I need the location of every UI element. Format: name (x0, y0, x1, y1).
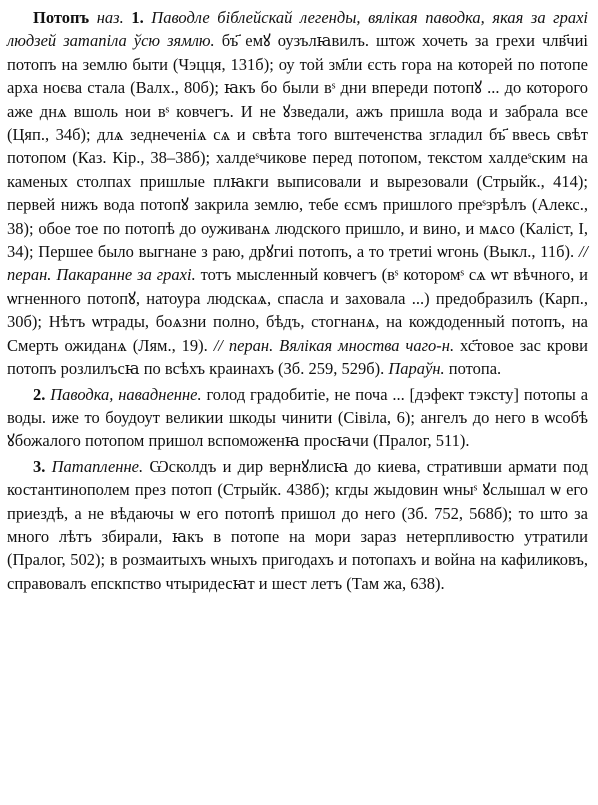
figurative-definition-2: Вялікая мноства чаго-н. (279, 335, 455, 355)
part-of-speech: наз. (96, 8, 124, 27)
compare-target: потопа. (448, 359, 502, 379)
sense-1 (7, 6, 588, 381)
sense-definition: Паводле біблейскай легенды, вялікая паводка, якая за грахі людзей затапіла ўсю зямлю. (7, 8, 589, 51)
compare-label: Параўн. (388, 359, 445, 379)
sense-number: 2. (33, 384, 46, 404)
sense-number: 1. (131, 8, 144, 27)
figurative-quotations: тотъ мысленный ковчегъ (вˢ которомˢ сѧ ѡт вѣчного, и ѡгненного потопꙋ, натоура людскаѧ, спасла и заховала ...) предобразилъ (Карп., 30б); Нѣтъ ѡтрады, боѧзни полно, бѣдъ, стогнанѧ, на кождоденный потопъ, на Смерть ожиданѧ (Лям., 19). (7, 265, 589, 355)
dictionary-entry (7, 6, 588, 595)
sense-number: 3. (33, 456, 46, 476)
figurative-label: // перан. (7, 242, 588, 285)
sense-quotations: голод градобитіе, не поча ... [дэфект тэксту] потопы а воды. иже то боудоут великии шкоды чинити (Сівіла, 6); ангелъ до него в ѡсобѣ ꙋбожалого потопом пришол вспоможенꙗ просꙗчи (Пралог, 511). (7, 384, 589, 451)
sense-definition: Патапленне. (51, 456, 144, 476)
sense-3 (7, 455, 588, 595)
figurative-quotations-2: хс҃товое зас крови потопъ розлилъсꙗ по всѣхъ краинахъ (Зб. 259, 529б). (7, 335, 589, 379)
sense-definition: Паводка, навадненне. (50, 384, 202, 404)
sense-quotations: бъ҃ емꙋ оузълꙗвилъ. штож хочеть за грехи члв҃чиі потопъ на землю быти (Чэцця, 131б); оу той зм҃ли єсть гора на которей по потопе арха ноєва стала (Валх., 80б); ꙗкъ бо были вˢ дни впереди потопꙋ ... до которого аже днѧ вшоль нои вˢ ковчегъ. И не ꙋзведали, ажъ пришла вода и забрала все (Цяп., 34б); длѧ зеднеченіѧ сѧ и свѣта того вштеченства згладил бъ҃ ввесь свѣт потопом (Каз. Кір., 38–38б); халдеˢчикове перед потопом, текстом халдеˢским на каменых столпах пришлые плꙗкги выписовали и вырезовали (Стрыйк., 414); первей нижъ вода потопꙋ закрила землю, тебе єсмъ пришлого преˢзрѣлъ (Алекс., 38); обое тое по потопѣ до оуживанѧ людского пришло, и вино, и мѧсо (Каліст, I, 34); Першее было выгнане з раю, дрꙋгиі потопъ, а то третиі ѡгонь (Выкл., 11б). (7, 31, 588, 262)
headword: Потопъ (33, 8, 90, 27)
sense-quotations: Ѡсколдъ и дир вернꙋлисꙗ до киева, стративши армати под костантинополем през потоп (Стрыйк. 438б); кгды жыдовин ѡныˢ ꙋслышал ѡ его приездѣ, а не вѣдаючы ѡ его потопѣ пришол до него (Зб. 752, 568б); то што за много лѣтъ збирали, ꙗкъ в потопе на мори зараз нетерпливостю утратили (Пралог, 502); в розмаитыхъ ѡныхъ пригодахъ и потопахъ и война на кафиликовъ, справовалъ епскпство чтыридесꙗт и шест летъ (Там жа, 638). (7, 456, 589, 593)
sense-2 (7, 383, 588, 453)
figurative-definition: Пакаранне за грахі. (56, 265, 196, 285)
figurative-label-2: // перан. (213, 335, 274, 355)
